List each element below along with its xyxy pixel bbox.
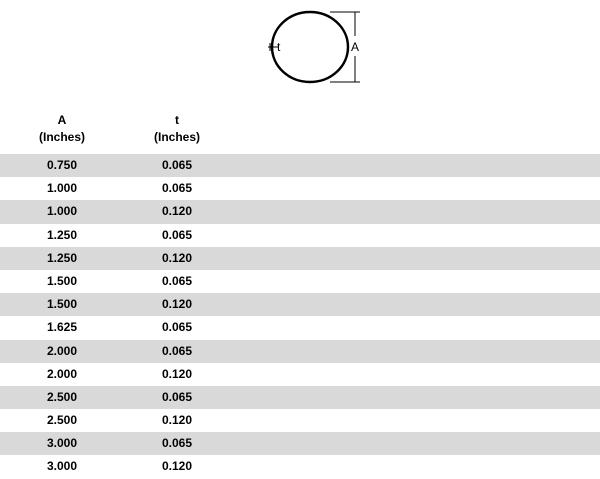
column-a-unit: (Inches) [38,130,85,144]
cell-a: 1.500 [46,297,78,312]
table-row [0,363,600,386]
tube-outline [272,12,348,82]
table-row [0,224,600,247]
cell-a: 3.000 [46,459,78,474]
cell-t: 0.120 [161,297,193,312]
table-row [0,177,600,200]
cell-a: 1.000 [46,204,78,219]
column-header-t [117,112,237,146]
cell-a: 2.500 [46,389,78,404]
cell-a: 2.500 [46,413,78,428]
cell-a: 2.000 [46,343,78,358]
table-row [0,432,600,455]
round-tube-diagram [262,4,372,90]
table-row [0,270,600,293]
size-table [0,154,600,479]
cell-t: 0.120 [161,366,193,381]
cell-a: 2.000 [46,366,78,381]
cell-t: 0.065 [161,181,193,196]
diameter-label: A [351,40,360,54]
column-a-title: A [57,113,67,127]
table-row [0,316,600,339]
cell-a: 1.250 [46,250,78,265]
thickness-label: t [277,40,281,54]
column-t-unit: (Inches) [153,130,200,144]
column-header-a [2,112,122,146]
cell-t: 0.065 [161,158,193,172]
cell-t: 0.120 [161,459,193,474]
cell-t: 0.065 [161,343,193,358]
cell-t: 0.120 [161,413,193,428]
cell-a: 1.000 [46,181,78,196]
table-row [0,386,600,409]
cell-a: 3.000 [46,436,78,451]
cell-a: 0.750 [46,158,78,172]
cell-t: 0.120 [161,204,193,219]
cell-t: 0.065 [161,320,193,335]
cell-t: 0.065 [161,436,193,451]
round-tube-svg [262,4,372,90]
cell-a: 1.250 [46,227,78,242]
column-t-title: t [175,113,179,127]
table-row [0,455,600,478]
table-row [0,409,600,432]
cell-a: 1.500 [46,273,78,288]
cell-t: 0.120 [161,250,193,265]
cell-t: 0.065 [161,273,193,288]
table-row [0,200,600,223]
table-row [0,293,600,316]
table-header [0,112,600,148]
cell-t: 0.065 [161,389,193,404]
cell-t: 0.065 [161,227,193,242]
table-row [0,247,600,270]
table-row [0,340,600,363]
cell-a: 1.625 [46,320,78,335]
table-row [0,154,600,177]
